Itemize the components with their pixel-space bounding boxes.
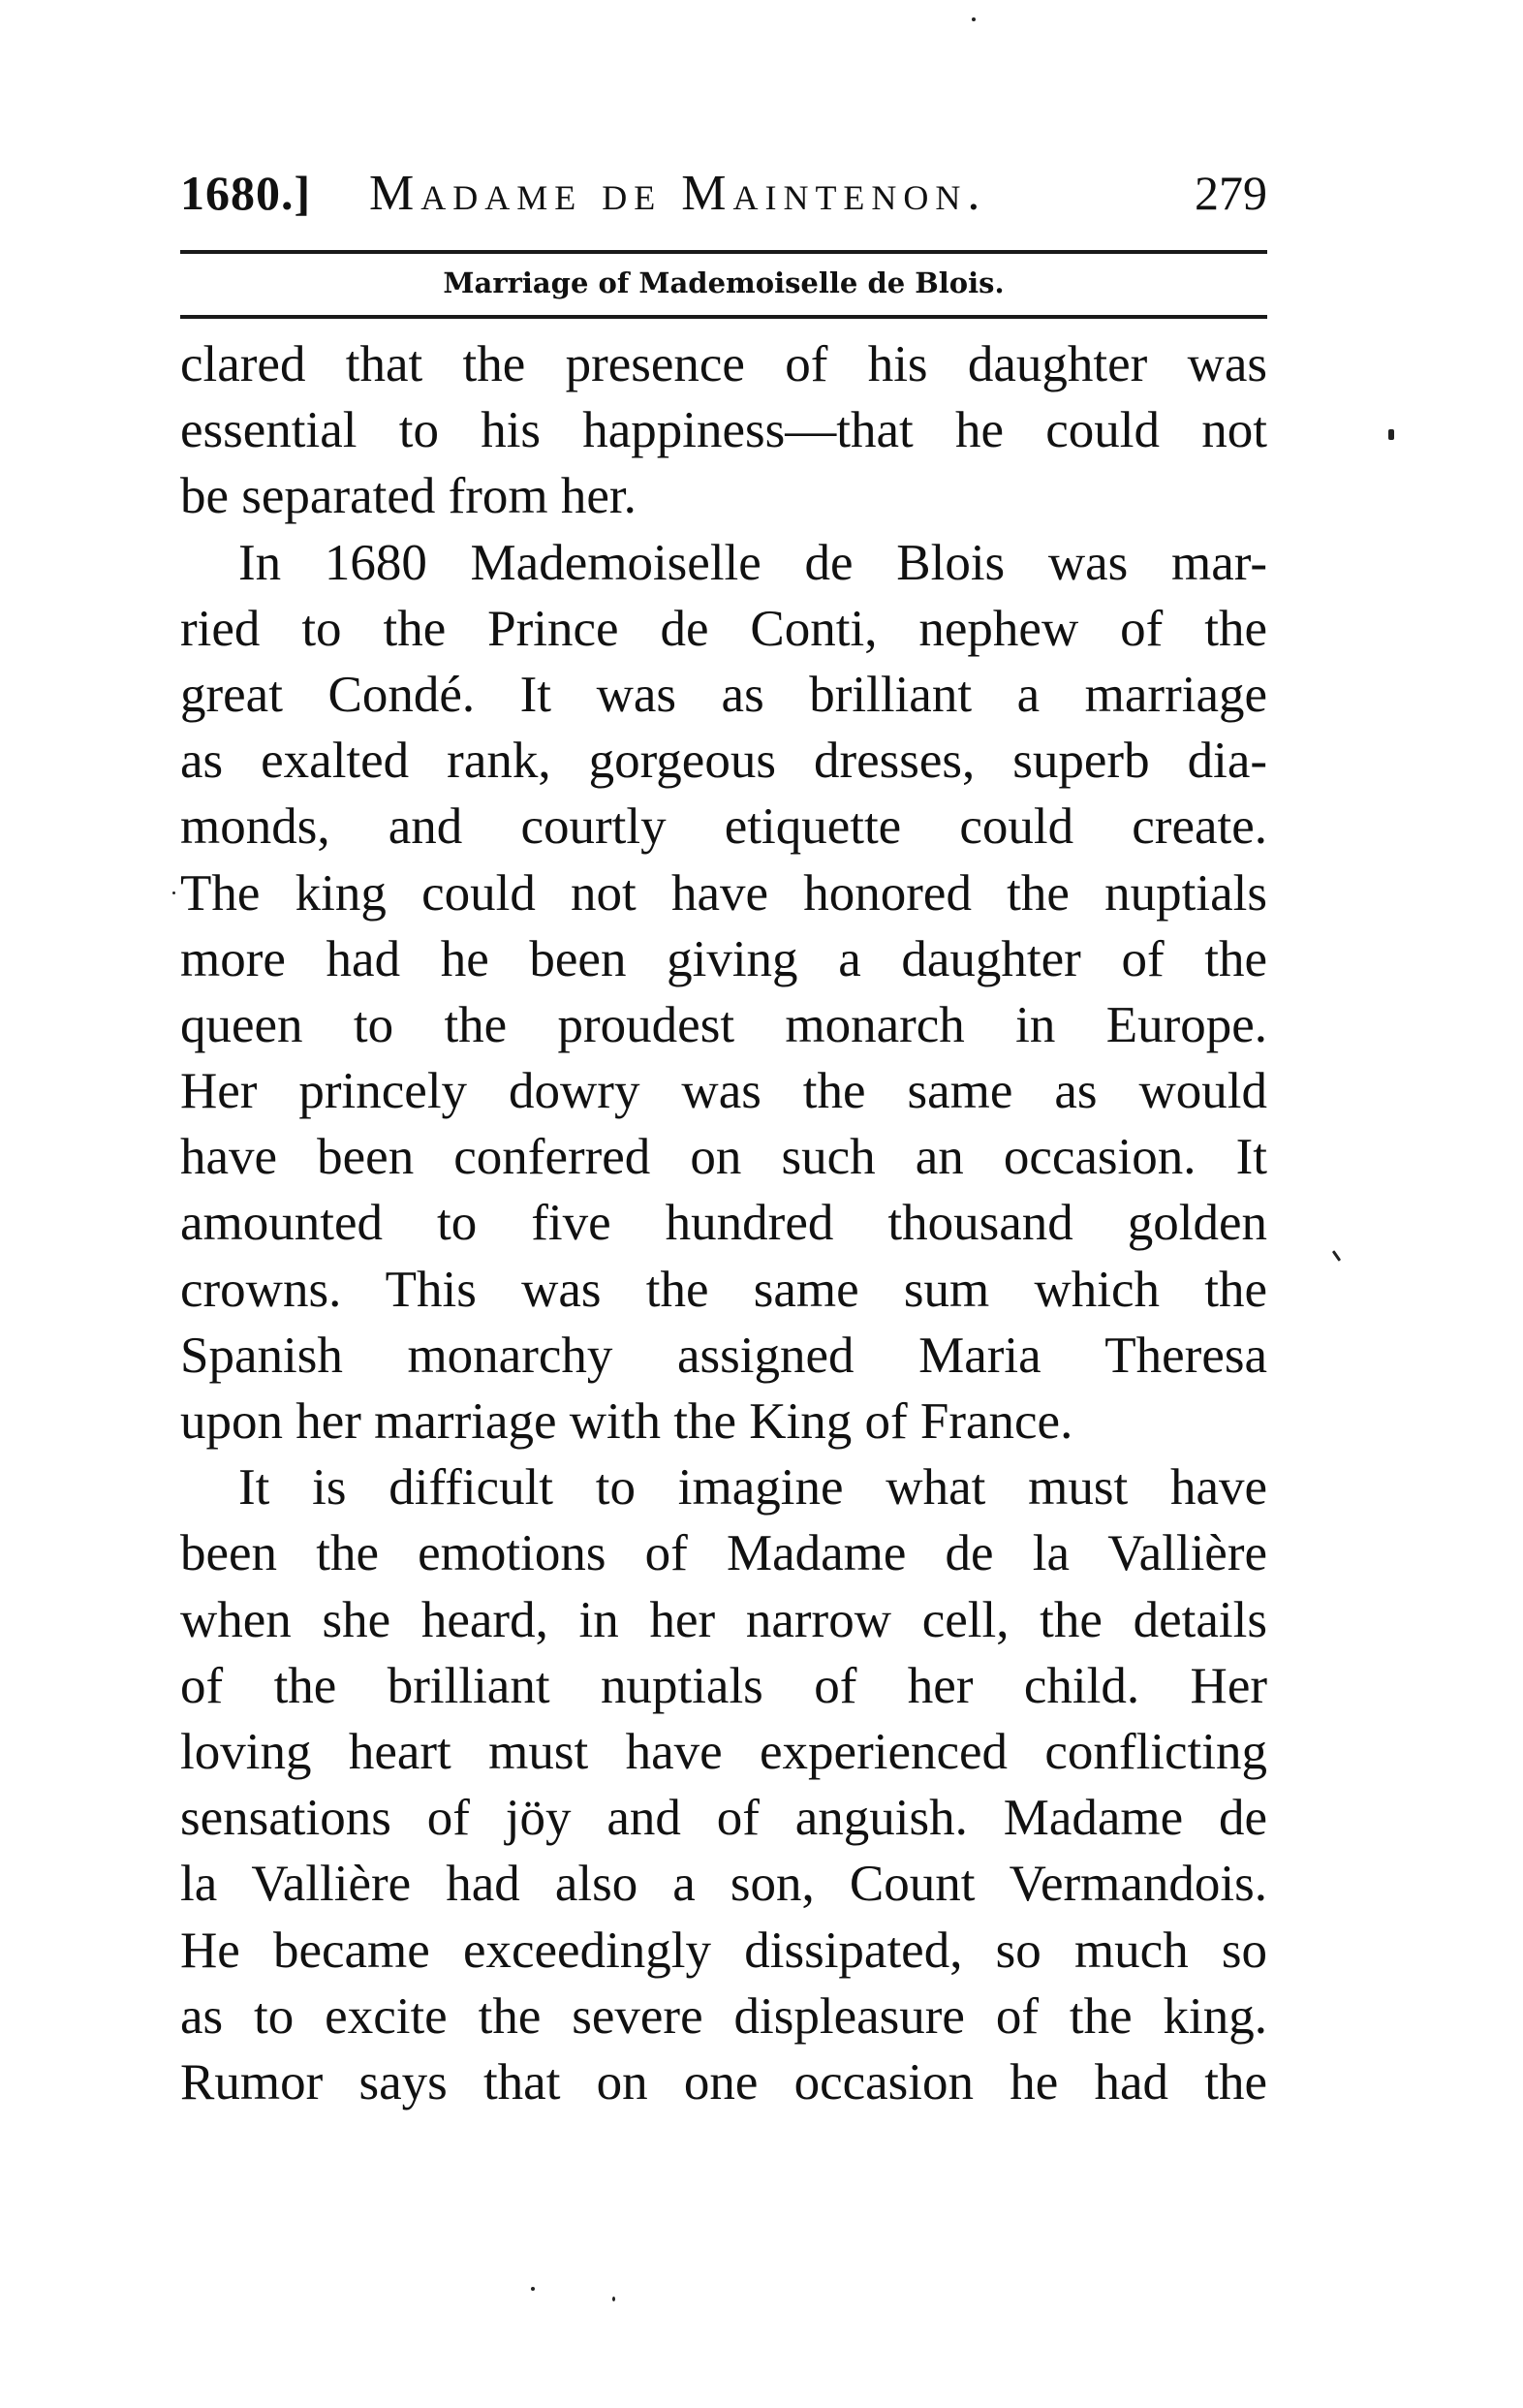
scan-speck <box>172 891 175 894</box>
scan-speck <box>1332 1250 1341 1262</box>
text-line: upon her marriage with the King of France. <box>180 1393 1073 1450</box>
running-head-title: Madame de Maintenon. <box>369 166 987 221</box>
text-line: of the brilliant nuptials of her child. Her <box>180 1657 1267 1714</box>
text-line: sensations of jöy and of anguish. Madame de <box>180 1790 1267 1847</box>
text-line: when she heard, in her narrow cell, the details <box>180 1591 1267 1648</box>
body-text <box>180 331 1267 2115</box>
running-head-date: 1680.] <box>180 166 312 220</box>
text-line: more had he been giving a daughter of the <box>180 930 1267 987</box>
text-line: great Condé. It was as brilliant a marriage <box>180 666 1267 723</box>
text-line: have been conferred on such an occasion. It <box>180 1129 1267 1186</box>
text-line: The king could not have honored the nuptials <box>180 864 1267 922</box>
text-line: queen to the proudest monarch in Europe. <box>180 996 1267 1053</box>
page-number: 279 <box>1195 166 1267 220</box>
text-line: as exalted rank, gorgeous dresses, superb dia- <box>180 733 1267 790</box>
text-line: He became exceedingly dissipated, so much so <box>180 1922 1267 1979</box>
running-head <box>180 165 1267 223</box>
text-line: Her princely dowry was the same as would <box>180 1063 1267 1120</box>
text-line: It is difficult to imagine what must have <box>238 1459 1267 1517</box>
text-line: ried to the Prince de Conti, nephew of the <box>180 600 1267 657</box>
text-line: clared that the presence of his daughter was <box>180 336 1267 392</box>
text-line: be separated from her. <box>180 468 637 525</box>
text-line: la Vallière had also a son, Count Vermandois. <box>180 1856 1267 1913</box>
text-line: amounted to five hundred thousand golden <box>180 1195 1267 1252</box>
scan-speck <box>972 17 976 21</box>
text-line: Rumor says that on one occasion he had the <box>180 2053 1267 2111</box>
header-rule-bottom <box>180 315 1267 319</box>
text-line: as to excite the severe displeasure of the king. <box>180 1987 1267 2045</box>
text-line: Spanish monarchy assigned Maria Theresa <box>180 1327 1267 1384</box>
section-subheading: Marriage of Mademoiselle de Blois. <box>443 266 1005 299</box>
scan-speck <box>531 2287 535 2291</box>
header-rule-top <box>180 250 1267 254</box>
text-line: essential to his happiness—that he could not <box>180 402 1267 459</box>
text-line: loving heart must have experienced conflicting <box>180 1723 1267 1780</box>
scan-speck <box>1388 429 1394 440</box>
scan-speck <box>612 2297 615 2301</box>
text-line: crowns. This was the same sum which the <box>180 1261 1267 1318</box>
text-line: been the emotions of Madame de la Vallière <box>180 1525 1267 1582</box>
text-line: In 1680 Mademoiselle de Blois was mar- <box>238 534 1267 591</box>
text-line: monds, and courtly etiquette could create. <box>180 798 1267 856</box>
